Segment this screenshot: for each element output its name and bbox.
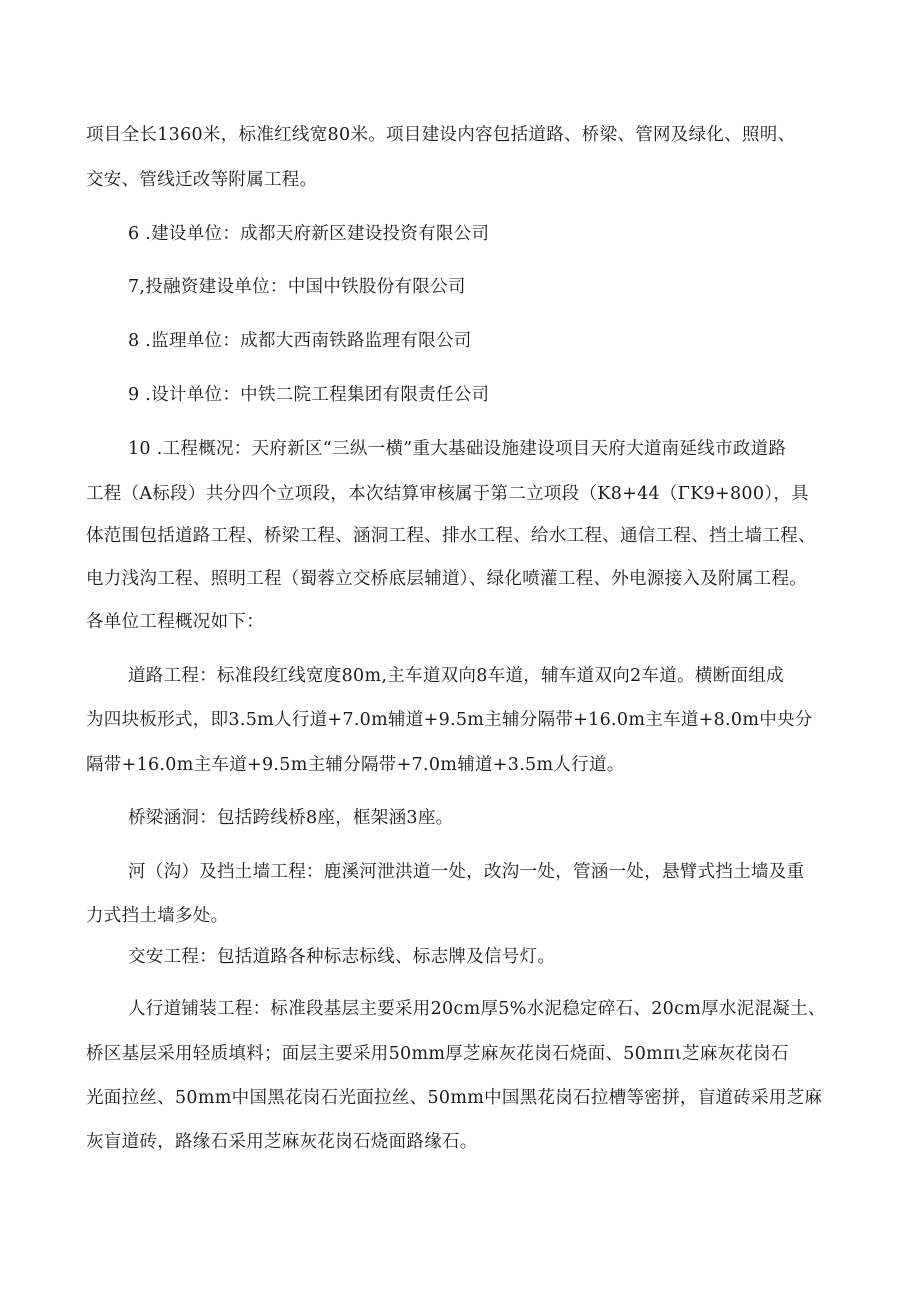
item-construction-unit: 6 .建设单位：成都天府新区建设投资有限公司 [128, 224, 490, 244]
item-design-unit: 9 .设计单位：中铁二院工程集团有限责任公司 [128, 385, 490, 405]
item-project-overview-line-2: 工程（A标段）共分四个立项段，本次结算审核属于第二立项段（K8+44（ΓK9+800），具 [86, 484, 809, 504]
item-project-overview-line-1: 10 .工程概况：天府新区“三纵一横”重大基础设施建设项目天府大道南延线市政道路 [128, 439, 787, 459]
paragraph-road-works-line-3: 隔带+16.0m主车道+9.5m主辅分隔带+7.0m辅道+3.5m人行道。 [86, 755, 625, 775]
paragraph-traffic-safety: 交安工程：包括道路各种标志标线、标志牌及信号灯。 [128, 947, 556, 967]
paragraph-river-retaining-wall-line-2: 力式挡土墙多处。 [86, 906, 229, 926]
item-investment-unit: 7,投融资建设单位：中国中铁股份有限公司 [128, 277, 466, 297]
paragraph-sidewalk-paving-line-1: 人行道铺装工程：标准段基层主要采用20cm厚5%水泥稳定碎石、20cm厚水泥混凝土、 [128, 999, 826, 1019]
paragraph-road-works-line-2: 为四块板形式，即3.5m人行道+7.0m辅道+9.5m主辅分隔带+16.0m主车道+8.0m中央分 [86, 710, 813, 730]
paragraph-sidewalk-paving-line-2: 桥区基层采用轻质填料；面层主要采用50mm厚芝麻灰花岗石烧面、50mπι芝麻灰花岗石 [86, 1044, 789, 1064]
item-project-overview-line-3: 体范围包括道路工程、桥梁工程、涵洞工程、排水工程、给水工程、通信工程、挡土墙工程、 [86, 526, 816, 546]
paragraph-river-retaining-wall-line-1: 河（沟）及挡土墙工程：鹿溪河泄洪道一处，改沟一处，管涵一处，悬臂式挡土墙及重 [128, 862, 805, 882]
item-project-overview-line-5: 各单位工程概况如下： [86, 612, 264, 632]
paragraph-sidewalk-paving-line-4: 灰盲道砖，路缘石采用芝麻灰花岗石烧面路缘石。 [86, 1132, 478, 1152]
paragraph-bridges-culverts: 桥梁涵洞：包括跨线桥8座，框架涵3座。 [128, 808, 454, 828]
paragraph-project-scope-line-1: 项目全长1360米，标准红线宽80米。项目建设内容包括道路、桥梁、管网及绿化、照明、 [86, 125, 796, 145]
item-supervision-unit: 8 .监理单位：成都大西南铁路监理有限公司 [128, 331, 472, 351]
paragraph-sidewalk-paving-line-3: 光面拉丝、50mm中国黑花岗石光面拉丝、50mm中国黑花岗石拉槽等密拼，盲道砖采用芝麻 [86, 1088, 823, 1108]
item-project-overview-line-4: 电力浅沟工程、照明工程（蜀蓉立交桥底层辅道）、绿化喷灌工程、外电源接入及附属工程。 [86, 569, 808, 589]
paragraph-road-works-line-1: 道路工程：标准段红线宽度80m,主车道双向8车道，辅车道双向2车道。横断面组成 [128, 666, 784, 686]
paragraph-project-scope-line-2: 交安、管线迁改等附属工程。 [86, 170, 318, 190]
